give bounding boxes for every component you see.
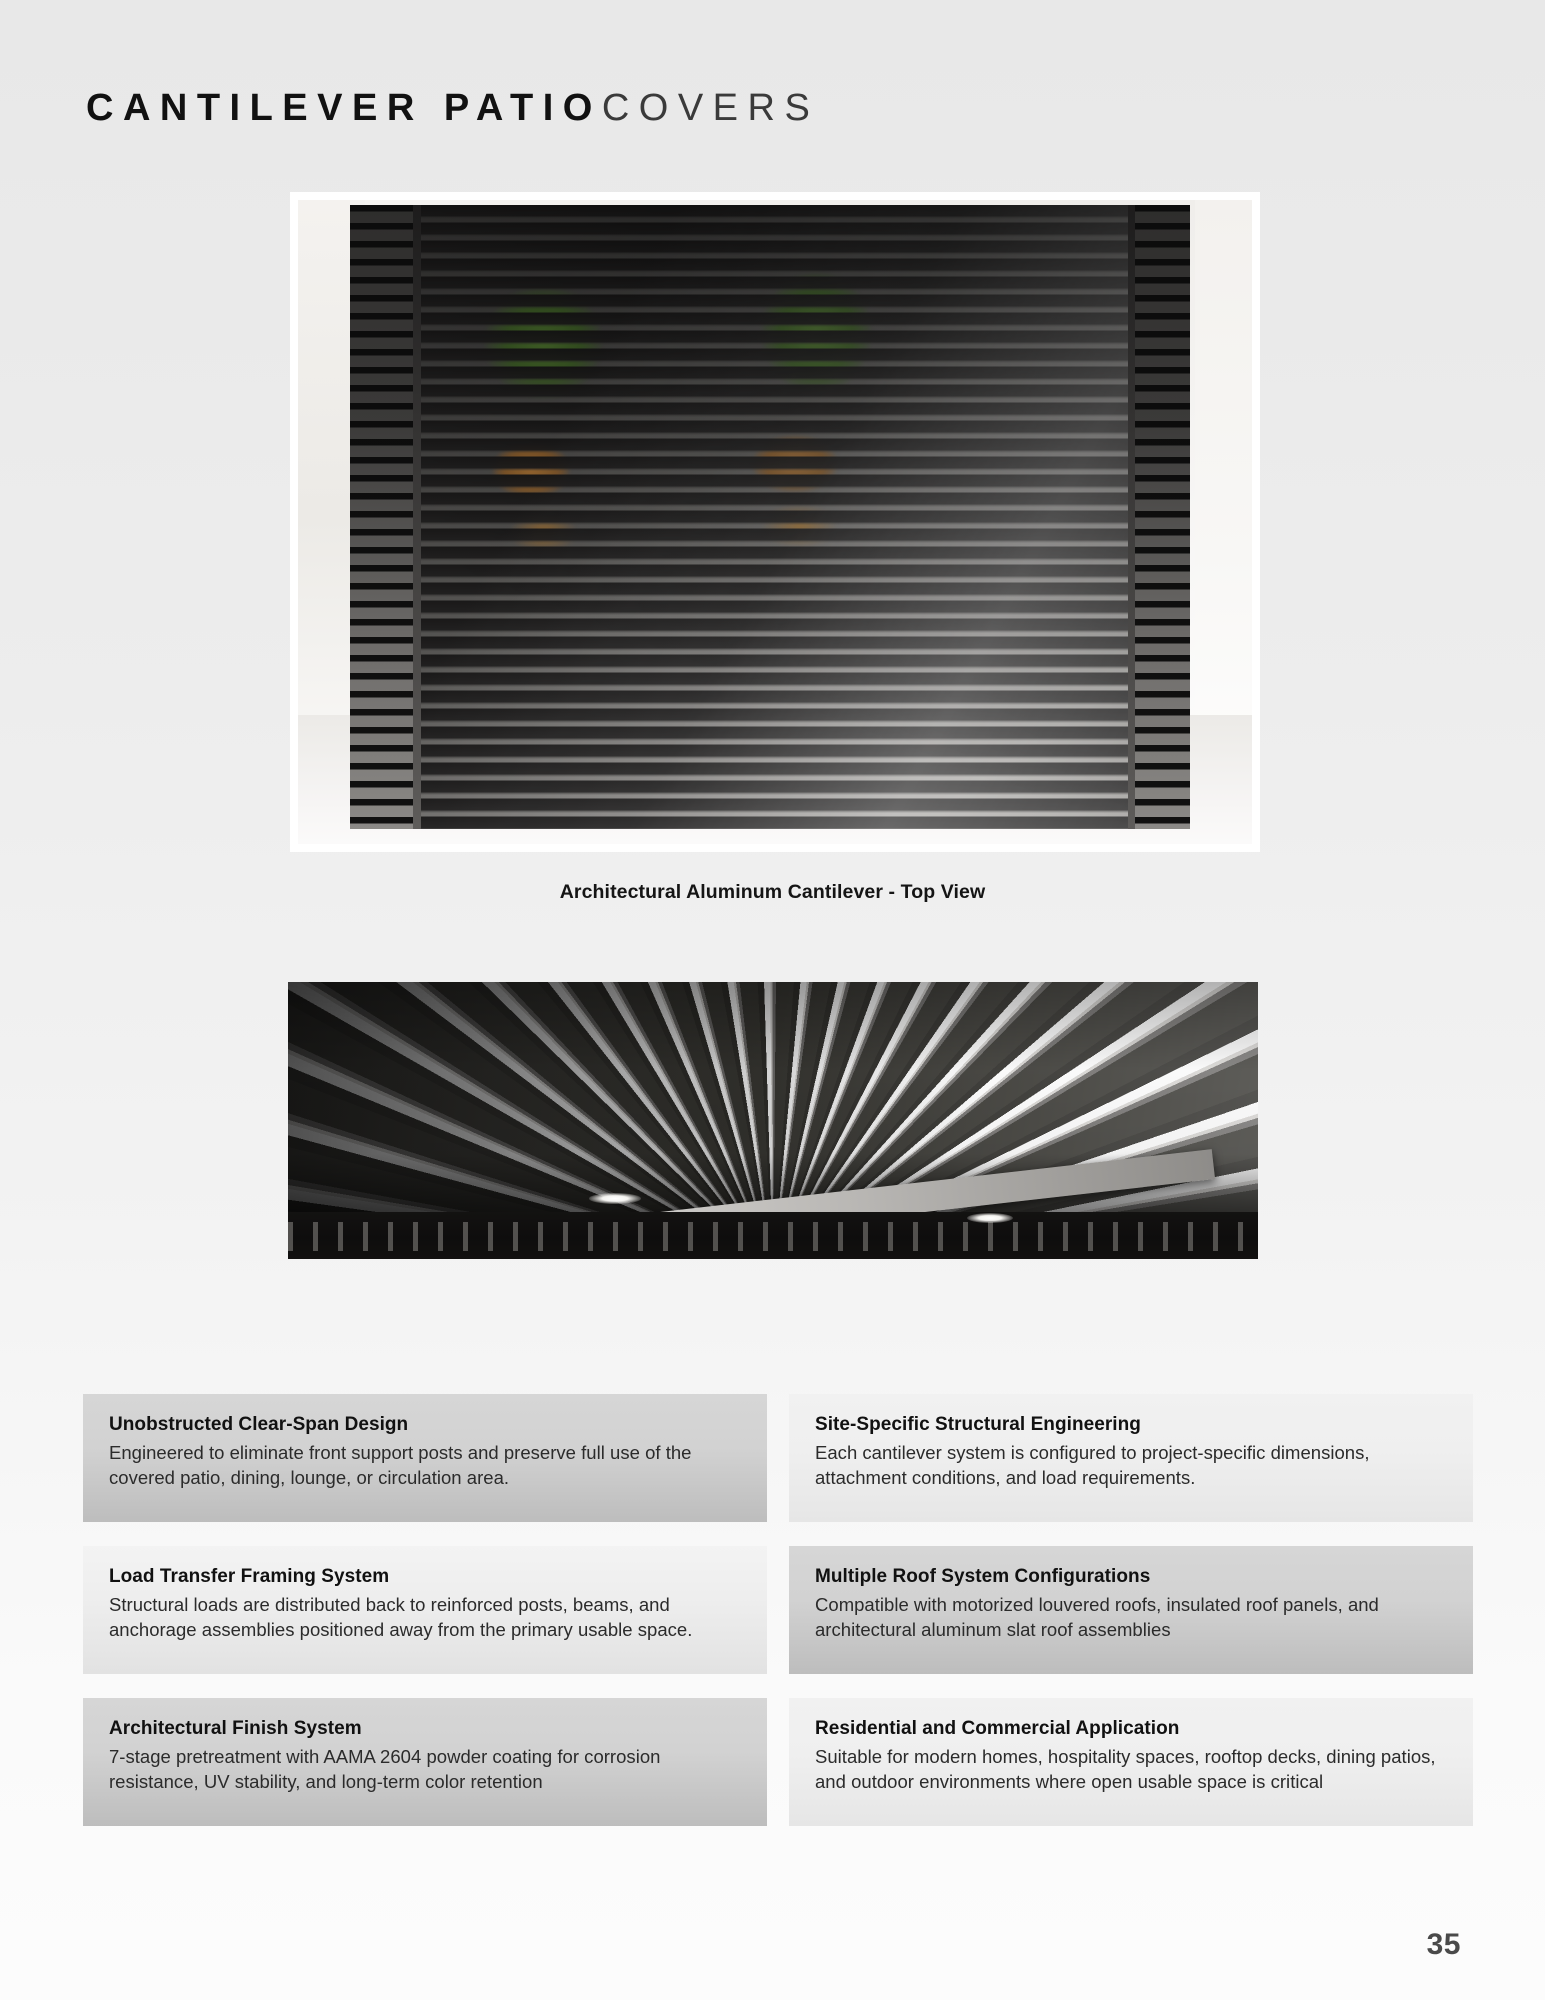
feature-card [789, 1394, 1473, 1522]
feature-title: Residential and Commercial Application [815, 1718, 1180, 1739]
feature-card [83, 1546, 767, 1674]
aluminum-slat-panel [350, 205, 1190, 830]
rail-comb-teeth [350, 205, 413, 830]
perspective-photo [288, 982, 1258, 1259]
feature-card [83, 1394, 767, 1522]
feature-title: Unobstructed Clear-Span Design [109, 1414, 409, 1435]
feature-card [83, 1698, 767, 1826]
recessed-downlight [589, 1193, 641, 1204]
feature-title: Architectural Finish System [109, 1718, 362, 1739]
rail-comb-teeth [1135, 205, 1190, 830]
fascia-band [288, 1212, 1258, 1259]
rail-divider-right [1128, 205, 1136, 830]
feature-card [789, 1546, 1473, 1674]
page-title-primary: CANTILEVER PATIO [86, 87, 602, 129]
page-number: 35 [1426, 1928, 1461, 1961]
feature-body: 7-stage pretreatment with AAMA 2604 powder coating for corrosion resistance, UV stability, and long-term color retention [109, 1746, 661, 1792]
feature-body: Compatible with motorized louvered roofs, insulated roof panels, and architectural aluminum slat roof assemblies [815, 1594, 1379, 1640]
fascia-slat-teeth [288, 1222, 1258, 1251]
end-rail-left [350, 205, 413, 830]
feature-body: Engineered to eliminate front support posts and preserve full use of the covered patio, dining, lounge, or circulation area. [109, 1442, 692, 1488]
feature-title: Site-Specific Structural Engineering [815, 1414, 1141, 1435]
page-title [86, 88, 819, 130]
feature-grid [83, 1394, 1464, 1826]
figure-perspective-view [288, 982, 1258, 1259]
feature-body: Structural loads are distributed back to reinforced posts, beams, and anchorage assemblies positioned away from the primary usable space. [109, 1594, 693, 1640]
end-rail-right [1135, 205, 1190, 830]
page-title-secondary: COVERS [601, 87, 820, 129]
feature-body: Each cantilever system is configured to project-specific dimensions, attachment conditions, and load requirements. [815, 1442, 1370, 1488]
feature-title: Multiple Roof System Configurations [815, 1566, 1151, 1587]
feature-card [789, 1698, 1473, 1826]
top-view-photo [298, 200, 1252, 844]
rail-divider-left [413, 205, 421, 830]
feature-title: Load Transfer Framing System [109, 1566, 390, 1587]
figure-caption: Architectural Aluminum Cantilever - Top View [559, 881, 986, 903]
feature-body: Suitable for modern homes, hospitality spaces, rooftop decks, dining patios, and outdoor environments where open usable space is critical [815, 1746, 1436, 1792]
louver-shadow-wash [350, 205, 1190, 830]
figure-top-view [290, 192, 1260, 852]
